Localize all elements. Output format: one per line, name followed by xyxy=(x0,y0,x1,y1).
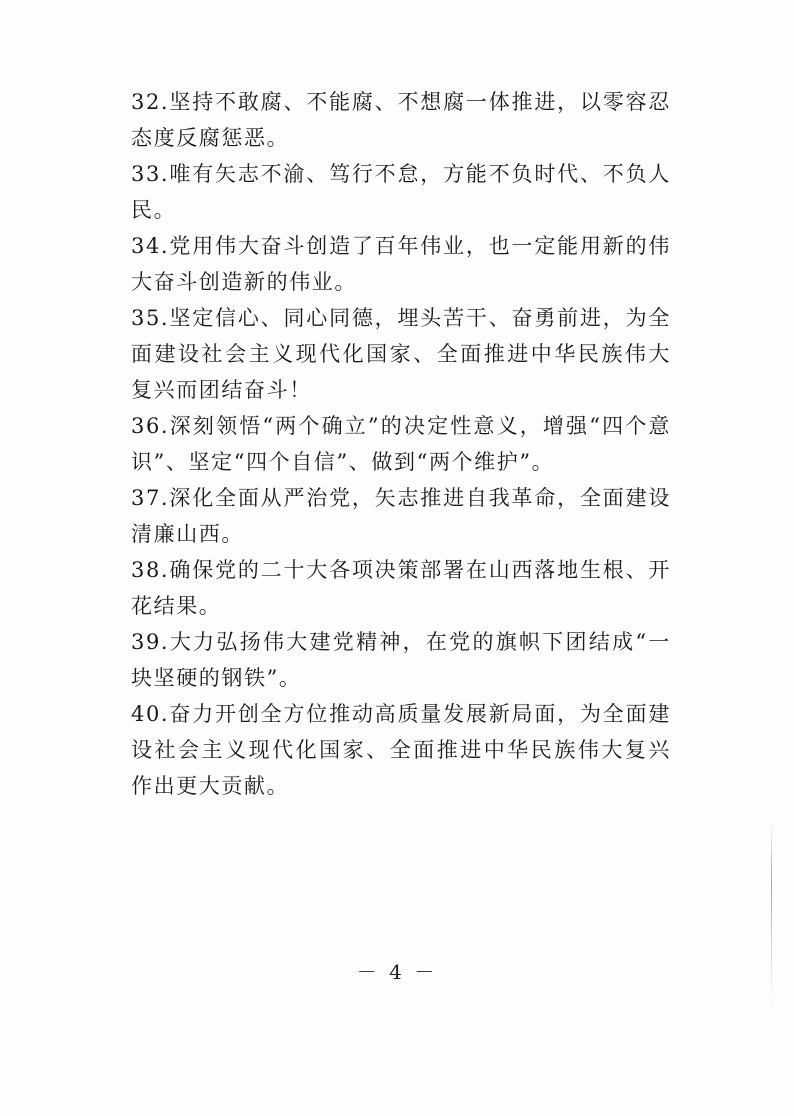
slogan-item-39: 39.大力弘扬伟大建党精神，在党的旗帜下团结成“一块坚硬的钢铁”。 xyxy=(131,630,671,690)
slogan-item-35: 35.坚定信心、同心同德，埋头苦干、奋勇前进，为全面建设社会主义现代化国家、全面推进中华民族伟大复兴而团结奋斗！ xyxy=(131,306,671,402)
slogan-item-34: 34.党用伟大奋斗创造了百年伟业，也一定能用新的伟大奋斗创造新的伟业。 xyxy=(131,234,671,294)
slogan-list xyxy=(131,84,671,804)
scan-edge-mark xyxy=(771,820,772,1010)
slogan-item-37: 37.深化全面从严治党，矢志推进自我革命，全面建设清廉山西。 xyxy=(131,486,671,546)
slogan-item-40: 40.奋力开创全方位推动高质量发展新局面，为全面建设社会主义现代化国家、全面推进中华民族伟大复兴作出更大贡献。 xyxy=(131,702,671,798)
slogan-item-32: 32.坚持不敢腐、不能腐、不想腐一体推进，以零容忍态度反腐惩恶。 xyxy=(131,90,671,150)
slogan-item-33: 33.唯有矢志不渝、笃行不怠，方能不负时代、不负人民。 xyxy=(131,162,671,222)
page-number: － 4 － xyxy=(356,960,438,984)
slogan-item-38: 38.确保党的二十大各项决策部署在山西落地生根、开花结果。 xyxy=(131,558,671,618)
slogan-item-36: 36.深刻领悟“两个确立”的决定性意义，增强“四个意识”、坚定“四个自信”、做到“两个维护”。 xyxy=(131,414,671,474)
